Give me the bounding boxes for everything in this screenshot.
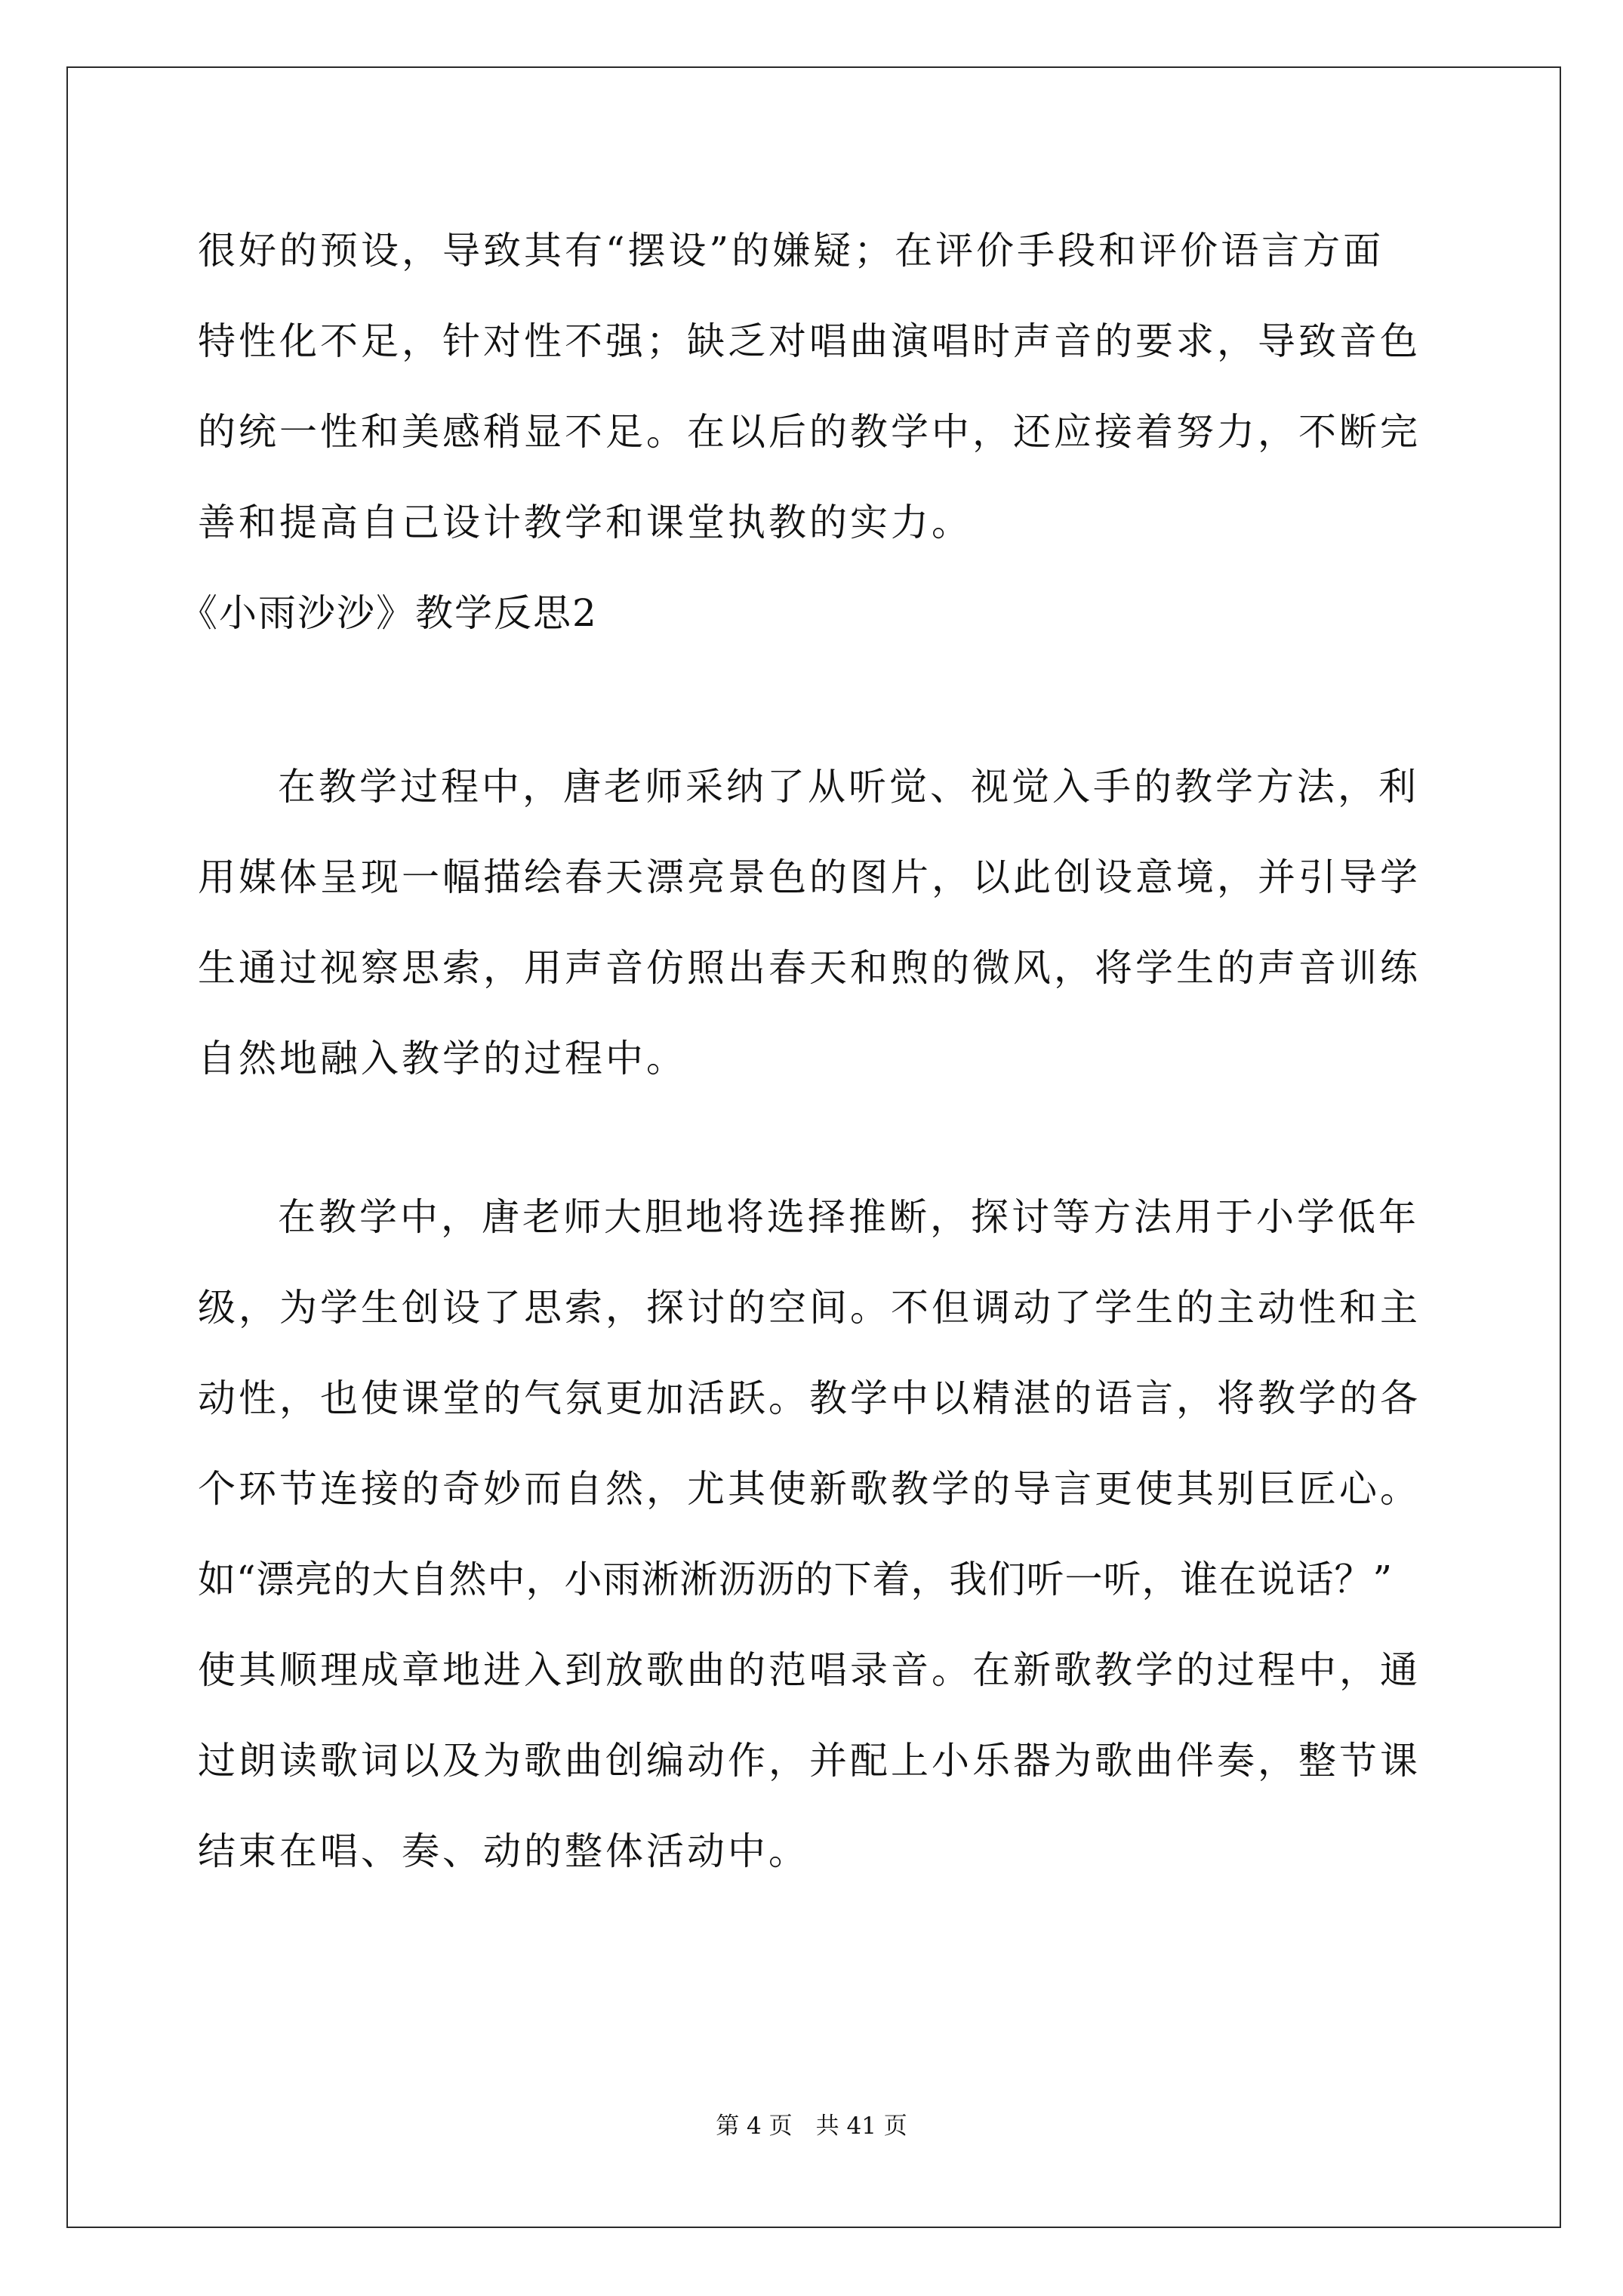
text-line: 结束在唱、奏、动的整体活动中。 — [198, 1829, 809, 1873]
text-line: 善和提高自己设计教学和课堂执教的实力。 — [198, 501, 972, 544]
text-line: 特性化不足，针对性不强；缺乏对唱曲演唱时声音的要求，导致音色 — [198, 319, 1421, 363]
section-title: 《小雨沙沙》教学反思2 — [180, 591, 598, 635]
text-line: 自然地融入教学的过程中。 — [198, 1037, 687, 1080]
text-line: 的统一性和美感稍显不足。在以后的教学中，还应接着努力，不断完 — [198, 410, 1421, 454]
text-line: 使其顺理成章地进入到放歌曲的范唱录音。在新歌教学的过程中，通 — [198, 1648, 1421, 1692]
text-line: 动性，也使课堂的气氛更加活跃。教学中以精湛的语言，将教学的各 — [198, 1376, 1421, 1420]
text-line: 在教学过程中，唐老师采纳了从听觉、视觉入手的教学方法，利 — [278, 765, 1419, 809]
page-border — [66, 66, 1561, 2228]
text-line: 如“漂亮的大自然中，小雨淅淅沥沥的下着，我们听一听，谁在说话？” — [198, 1558, 1394, 1601]
text-line: 很好的预设，导致其有“摆设”的嫌疑；在评价手段和评价语言方面 — [198, 229, 1384, 273]
text-line: 个环节连接的奇妙而自然，尤其使新歌教学的导言更使其别巨匠心。 — [198, 1467, 1421, 1511]
text-line: 过朗读歌词以及为歌曲创编动作，并配上小乐器为歌曲伴奏，整节课 — [198, 1739, 1421, 1783]
text-line: 在教学中，唐老师大胆地将选择推断，探讨等方法用于小学低年 — [278, 1195, 1419, 1239]
text-line: 生通过视察思索，用声音仿照出春天和煦的微风，将学生的声音训练 — [198, 946, 1421, 990]
text-line: 用媒体呈现一幅描绘春天漂亮景色的图片，以此创设意境，并引导学 — [198, 855, 1421, 899]
text-line: 级，为学生创设了思索，探讨的空间。不但调动了学生的主动性和主 — [198, 1286, 1421, 1330]
page-number-footer: 第 4 页 共 41 页 — [716, 2113, 907, 2140]
